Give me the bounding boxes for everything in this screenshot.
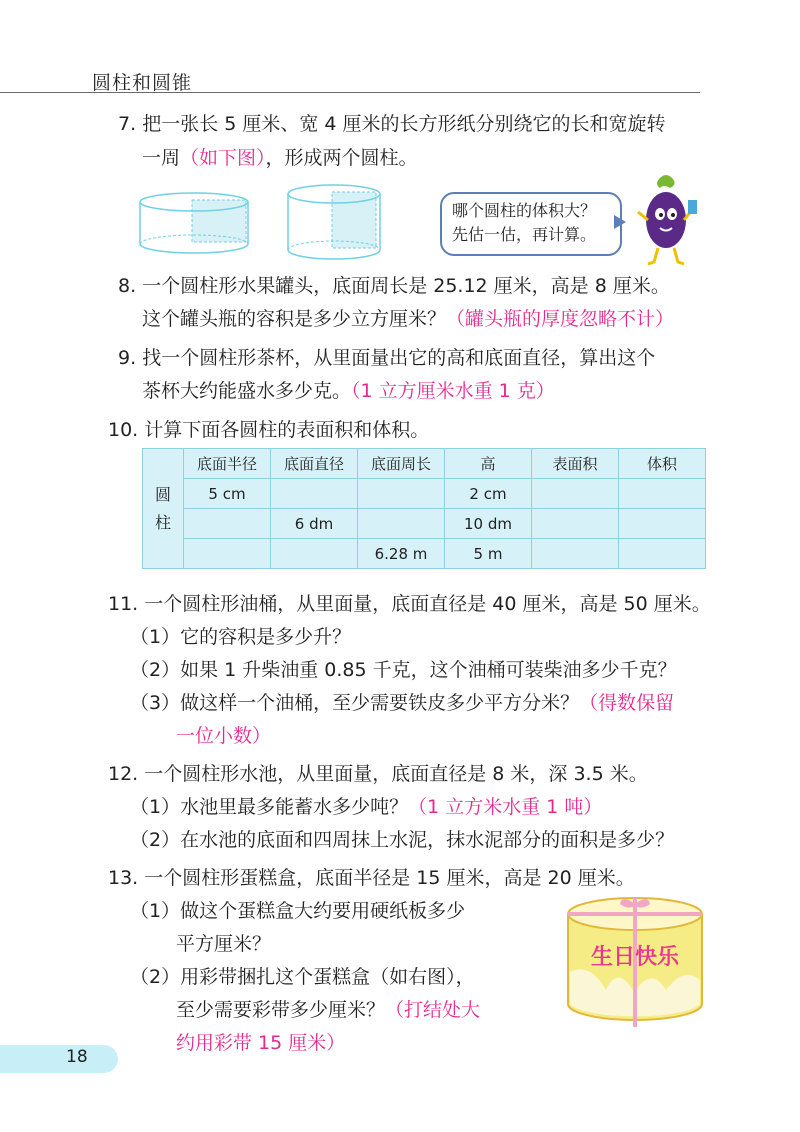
q12-sub1 — [130, 791, 602, 823]
q8-line2 — [142, 303, 674, 335]
table-cell: 5 m — [445, 539, 532, 569]
q10-line1 — [108, 414, 429, 446]
table-cell — [532, 509, 619, 539]
page-number: 18 — [66, 1047, 88, 1067]
table-header: 底面半径 — [184, 449, 271, 479]
q13-sub2-text: 至少需要彩带多少厘米？ — [176, 999, 386, 1021]
q11-sub3-text: （3）做这样一个油桶，至少需要铁皮多少平方分米？ — [130, 692, 580, 714]
q8-text-line1: 一个圆柱形水果罐头，底面周长是 25.12 厘米，高是 8 厘米。 — [142, 275, 670, 297]
header-divider — [0, 92, 700, 93]
q11-text-line1: 一个圆柱形油桶，从里面量，底面直径是 40 厘米，高是 50 厘米。 — [144, 593, 711, 615]
page-number-tab — [0, 1045, 118, 1073]
table-header: 体积 — [619, 449, 706, 479]
q9-hint: （1 立方厘米水重 1 克） — [351, 380, 555, 402]
q11-line1 — [108, 588, 711, 620]
q13-line1 — [108, 862, 635, 894]
cylinder-figure-1 — [136, 188, 252, 260]
q8-number: 8. — [118, 275, 137, 297]
q9-number: 9. — [118, 347, 137, 369]
bubble-line1: 哪个圆柱的体积大？ — [452, 201, 597, 220]
q7-line2 — [142, 142, 418, 174]
q11-sub2: （2）如果 1 升柴油重 0.85 千克，这个油桶可装柴油多少千克？ — [130, 659, 677, 681]
cake-box-illustration — [560, 892, 710, 1032]
table-cell — [619, 539, 706, 569]
q9-line1 — [118, 342, 655, 374]
q10-text-line1: 计算下面各圆柱的表面积和体积。 — [144, 419, 430, 441]
q8-text-a: 这个罐头瓶的容积是多少立方厘米？ — [142, 308, 447, 330]
table-cell — [619, 479, 706, 509]
table-row — [143, 509, 706, 539]
cake-label: 生日快乐 — [590, 945, 680, 970]
q8-hint: （罐头瓶的厚度忽略不计） — [446, 308, 675, 330]
q12-sub2: （2）在水池的底面和四周抹上水泥，抹水泥部分的面积是多少？ — [130, 829, 675, 851]
q7-text-a: 一周 — [142, 147, 181, 169]
q8-line1 — [118, 270, 670, 302]
q7-line1 — [118, 108, 666, 140]
cylinder-data-table — [142, 448, 706, 569]
table-row — [143, 539, 706, 569]
table-cell — [532, 539, 619, 569]
table-header: 高 — [445, 449, 532, 479]
q7-text-line1: 把一张长 5 厘米、宽 4 厘米的长方形纸分别绕它的长和宽旋转 — [142, 113, 666, 135]
table-cell: 6.28 m — [358, 539, 445, 569]
q11-sub3 — [130, 687, 674, 719]
q11-number: 11. — [108, 593, 139, 615]
table-row — [143, 479, 706, 509]
q13-number: 13. — [108, 867, 139, 889]
table-cell — [184, 539, 271, 569]
q13-sub1-cont: 平方厘米？ — [176, 933, 272, 955]
q12-line1 — [108, 758, 648, 790]
q9-line2 — [142, 375, 555, 407]
bubble-tail — [614, 215, 626, 229]
q13-sub1: （1）做这个蛋糕盒大约要用硬纸板多少 — [130, 900, 466, 922]
table-cell — [619, 509, 706, 539]
table-cell — [358, 479, 445, 509]
table-cell — [358, 509, 445, 539]
bubble-line2: 先估一估，再计算。 — [452, 225, 597, 244]
q11-sub3-hint-cont: 一位小数） — [176, 725, 272, 747]
table-header: 底面周长 — [358, 449, 445, 479]
table-header: 表面积 — [532, 449, 619, 479]
cylinder-figure-2 — [284, 180, 384, 266]
q7-text-c: ，形成两个圆柱。 — [265, 147, 418, 169]
q7-hint: （如下图） — [180, 147, 266, 169]
table-cell: 10 dm — [445, 509, 532, 539]
q11-sub3-hint: （得数保留 — [579, 692, 675, 714]
q9-text-line1: 找一个圆柱形茶杯，从里面量出它的高和底面直径，算出这个 — [142, 347, 656, 369]
table-header-row — [143, 449, 706, 479]
q13-sub2: （2）用彩带捆扎这个蛋糕盒（如右图）， — [130, 966, 475, 988]
q13-sub2-hint-cont: 约用彩带 15 厘米） — [176, 1032, 346, 1054]
table-row-label — [143, 449, 184, 569]
table-cell — [532, 479, 619, 509]
q9-text-a: 茶杯大约能盛水多少克。 — [142, 380, 352, 402]
eggplant-mascot-icon — [630, 170, 700, 270]
q10-number: 10. — [108, 419, 139, 441]
q13-sub2-cont — [176, 994, 480, 1026]
table-cell — [271, 539, 358, 569]
table-cell: 2 cm — [445, 479, 532, 509]
q13-sub2-hint: （打结处大 — [385, 999, 481, 1021]
table-cell: 6 dm — [271, 509, 358, 539]
q12-sub1-text: （1）水池里最多能蓄水多少吨？ — [130, 796, 409, 818]
table-cell — [271, 479, 358, 509]
table-cell — [184, 509, 271, 539]
q7-number: 7. — [118, 113, 137, 135]
q11-sub1: （1）它的容积是多少升？ — [130, 626, 352, 648]
q12-text-line1: 一个圆柱形水池，从里面量，底面直径是 8 米，深 3.5 米。 — [144, 763, 648, 785]
speech-bubble — [440, 192, 622, 256]
q12-sub1-hint: （1 立方米水重 1 吨） — [408, 796, 603, 818]
table-header: 底面直径 — [271, 449, 358, 479]
chapter-title: 圆柱和圆锥 — [92, 72, 193, 94]
row-label-text: 圆柱 — [154, 484, 171, 532]
q13-text-line1: 一个圆柱形蛋糕盒，底面半径是 15 厘米，高是 20 厘米。 — [144, 867, 635, 889]
q12-number: 12. — [108, 763, 139, 785]
table-cell: 5 cm — [184, 479, 271, 509]
